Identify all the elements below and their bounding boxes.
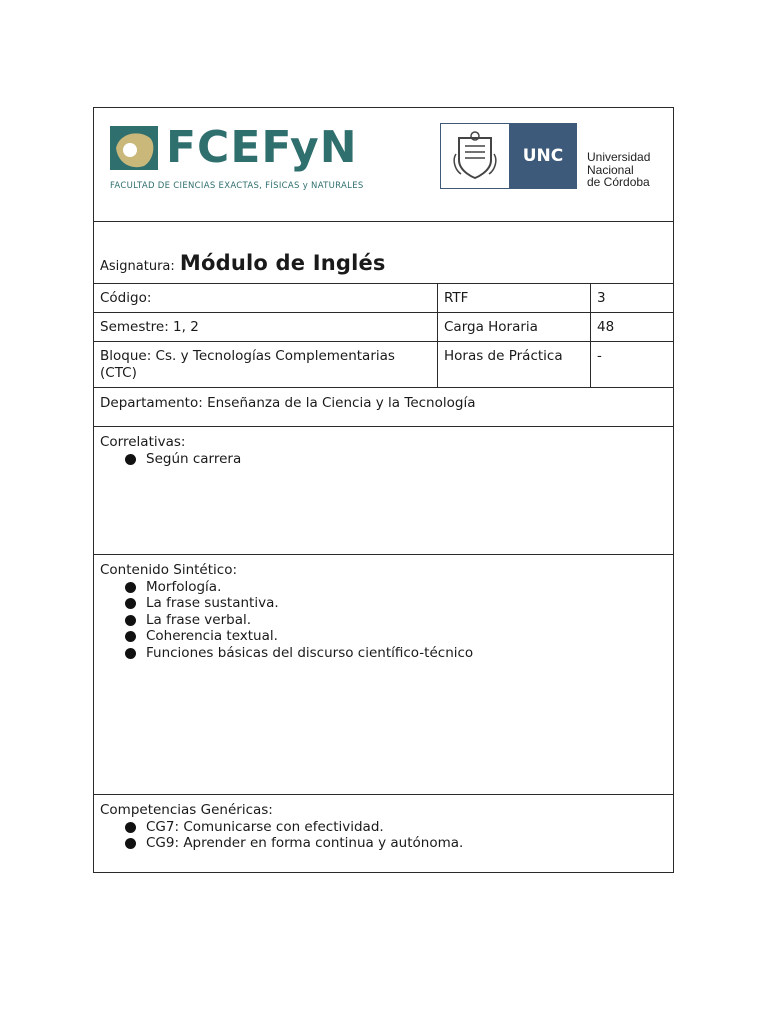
competencias-section bbox=[94, 795, 673, 872]
unc-name-line1: Universidad bbox=[587, 150, 651, 164]
rtf-value: 3 bbox=[597, 290, 606, 306]
program-document bbox=[93, 107, 674, 873]
asignatura-row bbox=[94, 222, 673, 284]
competencias-list bbox=[100, 819, 667, 852]
fcefyn-wordmark: FCEFyN bbox=[166, 122, 358, 173]
list-item: Coherencia textual. bbox=[124, 628, 667, 645]
header-logos bbox=[94, 108, 673, 222]
list-item: Funciones básicas del discurso científico-técnico bbox=[124, 645, 667, 662]
correlativas-section bbox=[94, 427, 673, 555]
semestre-row bbox=[94, 313, 673, 342]
fcefyn-subtitle: FACULTAD DE CIENCIAS EXACTAS, FÍSICAS y NATURALES bbox=[110, 181, 364, 191]
horas-practica-label: Horas de Práctica bbox=[438, 342, 591, 387]
list-item: La frase verbal. bbox=[124, 612, 667, 629]
semestre-label: Semestre: 1, 2 bbox=[94, 313, 438, 341]
unc-logo-box bbox=[440, 123, 577, 189]
unc-name-line3: de Córdoba bbox=[587, 175, 650, 189]
horas-practica-value: - bbox=[597, 348, 602, 364]
codigo-row bbox=[94, 284, 673, 313]
asignatura-label: Asignatura: bbox=[100, 259, 175, 274]
list-item: Morfología. bbox=[124, 579, 667, 596]
unc-abbr: UNC bbox=[509, 124, 577, 188]
unc-shield-icon bbox=[453, 130, 497, 182]
unc-name-line2: Nacional bbox=[587, 162, 634, 177]
list-item: CG7: Comunicarse con efectividad. bbox=[124, 819, 667, 836]
bloque-label: Bloque: Cs. y Tecnologías Complementarias (CTC) bbox=[94, 342, 438, 387]
contenido-section bbox=[94, 555, 673, 795]
list-item: La frase sustantiva. bbox=[124, 595, 667, 612]
fcefyn-emblem-icon bbox=[110, 124, 160, 172]
rtf-label: RTF bbox=[438, 284, 591, 312]
unc-name bbox=[587, 151, 650, 189]
list-item: CG9: Aprender en forma continua y autónoma. bbox=[124, 835, 667, 852]
carga-horaria-value: 48 bbox=[597, 319, 615, 335]
correlativas-list bbox=[100, 451, 667, 468]
codigo-label: Código: bbox=[94, 284, 438, 312]
departamento-text: Departamento: Enseñanza de la Ciencia y la Tecnología bbox=[100, 395, 476, 411]
contenido-title: Contenido Sintético: bbox=[100, 562, 238, 578]
correlativas-title: Correlativas: bbox=[100, 434, 186, 450]
competencias-title: Competencias Genéricas: bbox=[100, 802, 273, 818]
fcefyn-logo bbox=[110, 124, 390, 194]
asignatura-title: Módulo de Inglés bbox=[179, 251, 386, 275]
bloque-row bbox=[94, 342, 673, 388]
list-item: Según carrera bbox=[124, 451, 667, 468]
unc-logo bbox=[440, 123, 660, 191]
carga-horaria-label: Carga Horaria bbox=[438, 313, 591, 341]
contenido-list bbox=[100, 579, 667, 662]
departamento-row bbox=[94, 388, 673, 427]
